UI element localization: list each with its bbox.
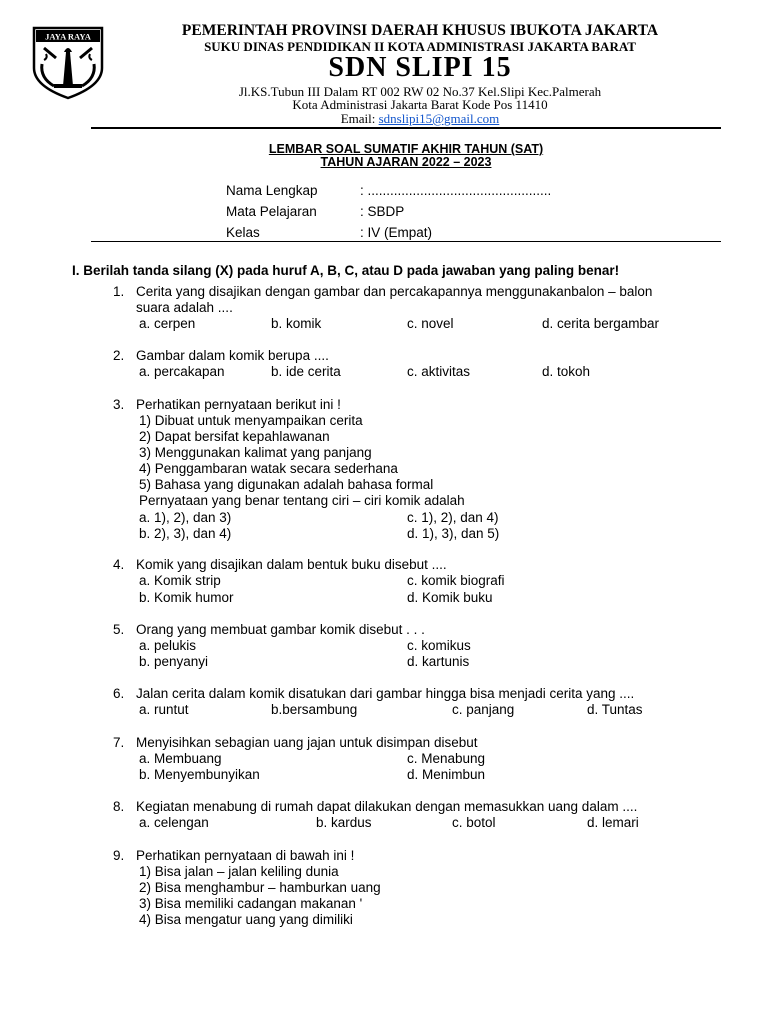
statement-item: 2) Dapat bersifat kepahlawanan <box>139 429 330 444</box>
question-text: Komik yang disajikan dalam bentuk buku disebut .... <box>136 557 447 572</box>
question-stem: Pernyataan yang benar tentang ciri – ciri komik adalah <box>139 493 465 508</box>
option-d: d. 1), 3), dan 5) <box>407 526 500 541</box>
statement-item: 4) Penggambaran watak secara sederhana <box>139 461 398 476</box>
statement-item: 1) Bisa jalan – jalan keliling dunia <box>139 864 339 879</box>
option-b: b. komik <box>271 316 322 331</box>
name-value: : ................................................. <box>360 183 552 198</box>
logo-text: JAYA RAYA <box>45 31 91 42</box>
option-d: d. Menimbun <box>407 767 486 782</box>
option-a: a. 1), 2), dan 3) <box>139 510 232 525</box>
option-a: a. celengan <box>139 815 209 830</box>
option-d: d. cerita bergambar <box>542 316 660 331</box>
option-d: d. Komik buku <box>407 590 493 605</box>
statement-item: 2) Bisa menghambur – hamburkan uang <box>139 880 381 895</box>
email-line <box>110 111 730 127</box>
statement-item: 3) Menggunakan kalimat yang panjang <box>139 445 372 460</box>
option-c: c. aktivitas <box>407 364 471 379</box>
statement-item: 5) Bahasa yang digunakan adalah bahasa formal <box>139 477 434 492</box>
option-c: c. komikus <box>407 638 471 653</box>
question-number: 4. <box>113 557 125 572</box>
department-line: SUKU DINAS PENDIDIKAN II KOTA ADMINISTRASI JAKARTA BARAT <box>204 39 636 54</box>
statement-item: 4) Bisa mengatur uang yang dimiliki <box>139 912 353 927</box>
option-d: d. lemari <box>587 815 639 830</box>
email-label: Email: <box>340 111 376 126</box>
subject-value: : SBDP <box>360 204 405 219</box>
option-c: c. botol <box>452 815 496 830</box>
question-text: suara adalah .... <box>136 300 233 315</box>
question-number: 6. <box>113 686 125 701</box>
option-b: b. kardus <box>316 815 372 830</box>
option-d: d. kartunis <box>407 654 470 669</box>
option-b: b. 2), 3), dan 4) <box>139 526 232 541</box>
question-text: Menyisihkan sebagian uang jajan untuk disimpan disebut <box>136 735 478 750</box>
option-c: c. panjang <box>452 702 515 717</box>
question-text: Kegiatan menabung di rumah dapat dilakukan dengan memasukkan uang dalam .... <box>136 799 638 814</box>
question-number: 1. <box>113 284 125 299</box>
class-value: : IV (Empat) <box>360 225 433 240</box>
question-text: Perhatikan pernyataan di bawah ini ! <box>136 848 355 863</box>
option-b: b.bersambung <box>271 702 358 717</box>
government-line: PEMERINTAH PROVINSI DAERAH KHUSUS IBUKOTA JAKARTA <box>181 22 659 39</box>
section-instruction: I. Berilah tanda silang (X) pada huruf A, B, C, atau D pada jawaban yang paling benar! <box>72 263 620 278</box>
question-text: Orang yang membuat gambar komik disebut . . . <box>136 622 425 637</box>
statement-item: 1) Dibuat untuk menyampaikan cerita <box>139 413 363 428</box>
subject-label: Mata Pelajaran <box>226 204 317 219</box>
option-a: a. runtut <box>139 702 189 717</box>
header-divider <box>91 127 721 129</box>
question-number: 5. <box>113 622 125 637</box>
option-c: c. novel <box>407 316 454 331</box>
question-text: Jalan cerita dalam komik disatukan dari gambar hingga bisa menjadi cerita yang .... <box>136 686 635 701</box>
question-text: Perhatikan pernyataan berikut ini ! <box>136 397 341 412</box>
question-number: 8. <box>113 799 125 814</box>
name-label: Nama Lengkap <box>226 183 318 198</box>
info-divider <box>91 241 721 242</box>
statement-item: 3) Bisa memiliki cadangan makanan ' <box>139 896 363 911</box>
school-name: SDN SLIPI 15 <box>328 52 512 83</box>
question-text: Gambar dalam komik berupa .... <box>136 348 329 363</box>
exam-year: TAHUN AJARAN 2022 – 2023 <box>320 155 492 169</box>
option-c: c. Menabung <box>407 751 486 766</box>
question-number: 2. <box>113 348 125 363</box>
option-a: a. pelukis <box>139 638 197 653</box>
option-b: b. penyanyi <box>139 654 209 669</box>
exam-title: LEMBAR SOAL SUMATIF AKHIR TAHUN (SAT) <box>268 142 544 156</box>
option-c: c. komik biografi <box>407 573 505 588</box>
option-a: a. percakapan <box>139 364 225 379</box>
address-line-2: Kota Administrasi Jakarta Barat Kode Pos 11410 <box>292 97 548 112</box>
question-number: 9. <box>113 848 125 863</box>
question-number: 3. <box>113 397 125 412</box>
email-link[interactable]: sdnslipi15@gmail.com <box>378 111 500 126</box>
address-line-1: Jl.KS.Tubun III Dalam RT 002 RW 02 No.37 Kel.Slipi Kec.Palmerah <box>238 84 602 99</box>
option-a: a. Komik strip <box>139 573 221 588</box>
question-number: 7. <box>113 735 125 750</box>
option-d: d. Tuntas <box>587 702 643 717</box>
option-b: b. ide cerita <box>271 364 341 379</box>
option-a: a. Membuang <box>139 751 222 766</box>
jaya-raya-logo <box>30 24 106 100</box>
question-text: Cerita yang disajikan dengan gambar dan percakapannya menggunakanbalon – balon <box>136 284 653 299</box>
option-d: d. tokoh <box>542 364 591 379</box>
option-b: b. Komik humor <box>139 590 234 605</box>
option-a: a. cerpen <box>139 316 196 331</box>
option-c: c. 1), 2), dan 4) <box>407 510 499 525</box>
class-label: Kelas <box>226 225 260 240</box>
option-b: b. Menyembunyikan <box>139 767 260 782</box>
